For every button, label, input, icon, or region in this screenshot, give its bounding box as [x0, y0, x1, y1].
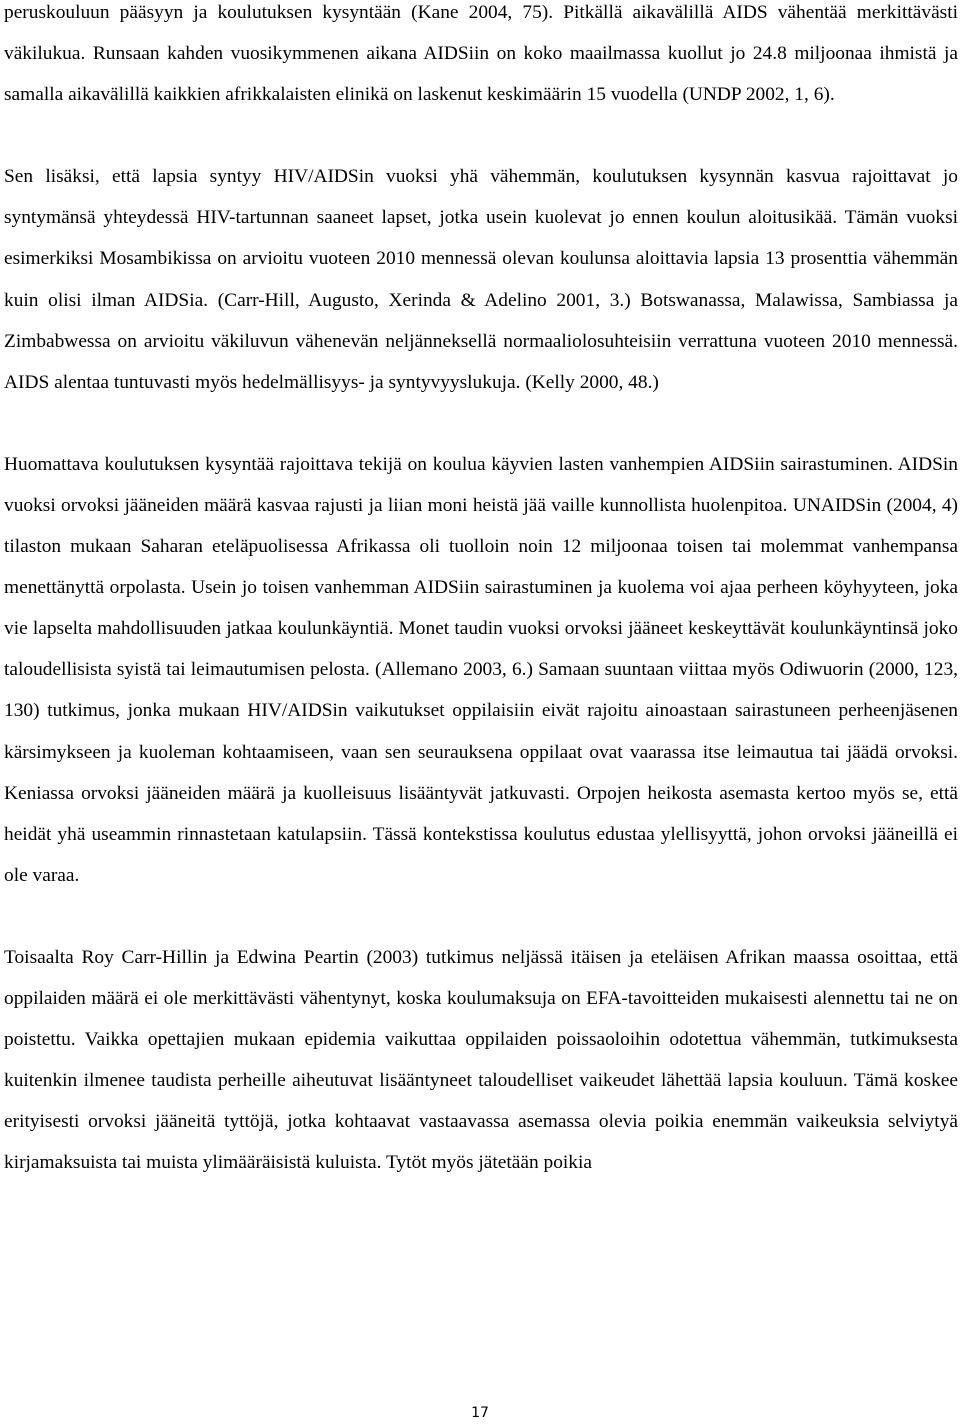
paragraph-gap [4, 115, 958, 156]
paragraph-4: Toisaalta Roy Carr-Hillin ja Edwina Peartin (2003) tutkimus neljässä itäisen ja eteläisen Afrikan maassa osoittaa, että oppilaiden määrä ei ole merkittävästi vähentynyt, koska koulumaksuja on EFA-tavoitteiden mukaisesti alennettu tai ne on poistettu. Vaikka opettajien mukaan epidemia vaikuttaa oppilaiden poissaoloihin odotettua vähemmän, tutkimuksesta kuitenkin ilmenee taudista perheille aiheutuvat lisääntyneet taloudelliset vaikeudet lähettää lapsia kouluun. Tämä koskee erityisesti orvoksi jääneitä tyttöjä, jotka kohtaavat vastaavassa asemassa olevia poikia enemmän vaikeuksia selviytyä kirjamaksuista tai muista ylimääräisistä kuluista. Tytöt myös jätetään poikia [4, 946, 958, 1174]
paragraph-gap [4, 403, 958, 444]
paragraph-2: Sen lisäksi, että lapsia syntyy HIV/AIDSin vuoksi yhä vähemmän, koulutuksen kysynnän kasvua rajoittavat jo syntymänsä yhteydessä HIV-tartunnan saaneet lapset, jotka usein kuolevat jo ennen koulun aloitusikää. Tämän vuoksi esimerkiksi Mosambikissa on arvioitu vuoteen 2010 mennessä olevan koulunsa aloittavia lapsia 13 prosenttia vähemmän kuin olisi ilman AIDSia. (Carr-Hill, Augusto, Xerinda & Adelino 2001, 3.) Botswanassa, Malawissa, Sambiassa ja Zimbabwessa on arvioitu väkiluvun vähenevän neljänneksellä normaaliolosuhteisiin verrattuna vuoteen 2010 mennessä. AIDS alentaa tuntuvasti myös hedelmällisyys- ja syntyvyyslukuja. (Kelly 2000, 48.) [4, 166, 958, 393]
paragraph-3: Huomattava koulutuksen kysyntää rajoittava tekijä on koulua käyvien lasten vanhempien AIDSiin sairastuminen. AIDSin vuoksi orvoksi jääneiden määrä kasvaa rajusti ja liian moni heistä jää vaille kunnollista huolenpitoa. UNAIDSin (2004, 4) tilaston mukaan Saharan eteläpuolisessa Afrikassa oli tuolloin noin 12 miljoonaa toisen tai molemmat vanhempansa menettänyttä orpolasta. Usein jo toisen vanhemman AIDSiin sairastuminen ja kuolema voi ajaa perheen köyhyyteen, joka vie lapselta mahdollisuuden jatkaa koulunkäyntiä. Monet taudin vuoksi orvoksi jääneet keskeyttävät koulunkäyntinsä joko taloudellisista syistä tai leimautumisen pelosta. (Allemano 2003, 6.) Samaan suuntaan viittaa myös Odiwuorin (2000, 123, 130) tutkimus, jonka mukaan HIV/AIDSin vaikutukset oppilaisiin eivät rajoitu ainoastaan sairastuneen perheenjäsenen kärsimykseen ja kuoleman kohtaamiseen, vaan sen seurauksena oppilaat ovat vaarassa itse leimautua tai jäädä orvoksi. Keniassa orvoksi jääneiden määrä ja kuolleisuus lisääntyvät jatkuvasti. Orpojen heikosta asemasta kertoo myös se, että heidät yhä useammin rinnastetaan katulapsiin. Tässä kontekstissa koulutus edustaa ylellisyyttä, johon orvoksi jääneillä ei ole varaa. [4, 453, 958, 886]
paragraph-gap [4, 896, 958, 937]
paragraph-1: peruskouluun pääsyyn ja koulutuksen kysyntään (Kane 2004, 75). Pitkällä aikavälillä AIDS vähentää merkittävästi väkilukua. Runsaan kahden vuosikymmenen aikana AIDSiin on koko maailmassa kuollut jo 24.8 miljoonaa ihmistä ja samalla aikavälillä kaikkien afrikkalaisten elinikä on laskenut keskimäärin 15 vuodella (UNDP 2002, 1, 6). [4, 2, 958, 106]
page-number: 17 [471, 1405, 489, 1421]
